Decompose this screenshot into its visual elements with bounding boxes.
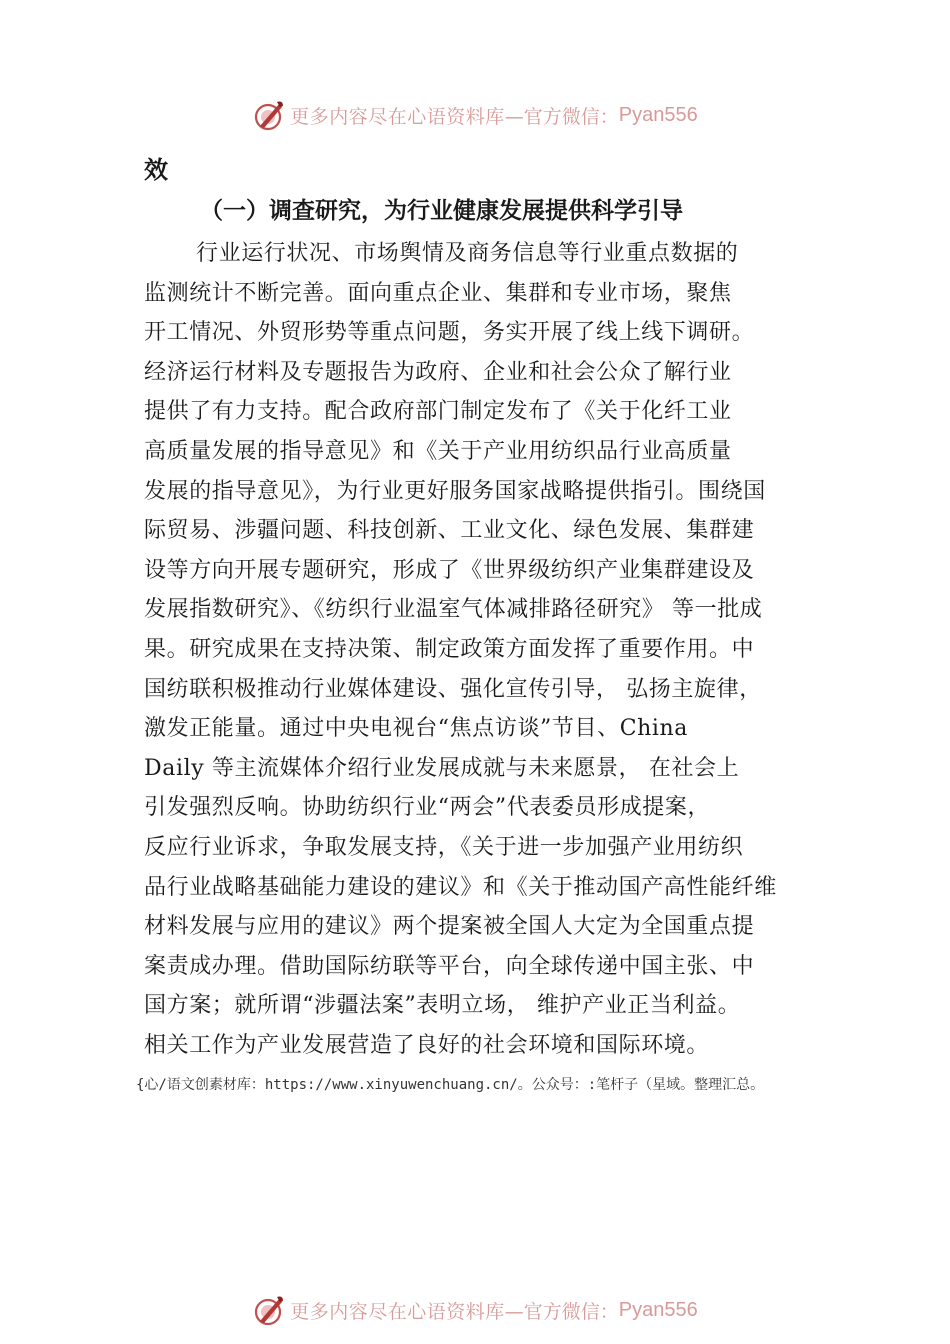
paragraph-line: 引发强烈反响。协助纺织行业“两会”代表委员形成提案， xyxy=(144,795,711,821)
paragraph-line: 国方案；就所谓“涉疆法案”表明立场， 维护产业正当利益。 xyxy=(144,993,741,1019)
paragraph-line: 案责成办理。借助国际纺联等平台，向全球传递中国主张、中 xyxy=(144,953,755,979)
paragraph-line: 品行业战略基础能力建设的建议》和《关于推动国产高性能纤维 xyxy=(144,874,777,900)
watermark-wechat-id: Pyan556 xyxy=(618,1298,698,1321)
paragraph-line: 相关工作为产业发展营造了良好的社会环境和国际环境。 xyxy=(144,1032,710,1058)
paragraph-line: 监测统计不断完善。面向重点企业、集群和专业市场，聚焦 xyxy=(144,280,732,306)
quill-logo-icon xyxy=(252,1293,286,1327)
paragraph-line: 材料发展与应用的建议》两个提案被全国人大定为全国重点提 xyxy=(144,914,755,940)
paragraph-line: 开工情况、外贸形势等重点问题，务实开展了线上线下调研。 xyxy=(144,320,755,346)
paragraph-line: 果。研究成果在支持决策、制定政策方面发挥了重要作用。中 xyxy=(144,636,755,662)
paragraph-line: 经济运行材料及专题报告为政府、企业和社会公众了解行业 xyxy=(144,359,732,385)
paragraph-line: 高质量发展的指导意见》和《关于产业用纺织品行业高质量 xyxy=(144,438,732,464)
paragraph-line: 发展的指导意见》，为行业更好服务国家战略提供指引。围绕国 xyxy=(144,478,766,504)
paragraph-line: 国纺联积极推动行业媒体建设、强化宣传引导， 弘扬主旋律， xyxy=(144,676,762,702)
section-title: （一）调查研究，为行业健康发展提供科学引导 xyxy=(200,198,683,224)
watermark-official-label: —官方微信： xyxy=(504,1300,619,1323)
watermark-brand: 更多内容尽在心语资料库 xyxy=(290,1300,505,1323)
watermark-wechat-id: Pyan556 xyxy=(618,103,698,126)
body-paragraph xyxy=(144,234,824,1065)
paragraph-line: 设等方向开展专题研究，形成了《世界级纺织产业集群建设及 xyxy=(144,557,755,583)
paragraph-line: Daily 等主流媒体介绍行业发展成就与未来愿景， 在社会上 xyxy=(144,755,740,781)
quill-logo-icon xyxy=(252,98,286,132)
paragraph-line: 激发正能量。通过中央电视台“焦点访谈”节目、China xyxy=(144,716,689,742)
paragraph-line: 提供了有力支持。配合政府部门制定发布了《关于化纤工业 xyxy=(144,399,732,425)
watermark-header xyxy=(0,95,950,135)
watermark-footer xyxy=(0,1290,950,1330)
paragraph-line: 发展指数研究》、《纺织行业温室气体减排路径研究》 等一批成 xyxy=(144,597,763,623)
watermark-official-label: —官方微信： xyxy=(504,105,619,128)
paragraph-line: 行业运行状况、市场舆情及商务信息等行业重点数据的 xyxy=(196,241,739,266)
paragraph-line: 际贸易、涉疆问题、科技创新、工业文化、绿色发展、集群建 xyxy=(144,518,755,544)
watermark-brand: 更多内容尽在心语资料库 xyxy=(290,105,505,128)
paragraph-line: 反应行业诉求，争取发展支持，《关于进一步加强产业用纺织 xyxy=(144,834,744,860)
continued-line-char: 效 xyxy=(144,155,168,184)
source-footnote: {心/语文创素材库：https://www.xinyuwenchuang.cn/。公众号：:笔杆子（星域。整理汇总。 xyxy=(136,1077,765,1093)
